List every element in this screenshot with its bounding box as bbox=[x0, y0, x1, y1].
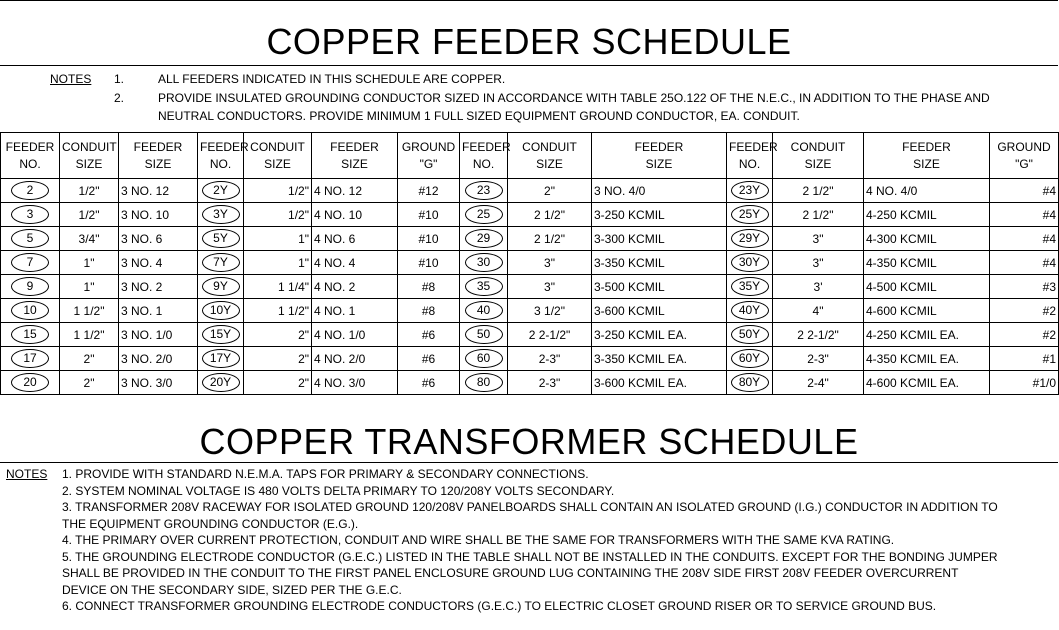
feeder-tag: 10 bbox=[11, 301, 49, 320]
table-cell: 2 1/2" bbox=[773, 203, 864, 227]
table-cell: 3 NO. 12 bbox=[119, 179, 198, 203]
table-cell: 4-350 KCMIL EA. bbox=[864, 347, 990, 371]
table-row bbox=[1, 347, 1059, 371]
column-header-line: NO. bbox=[472, 156, 495, 171]
feeder-tag: 40Y bbox=[731, 301, 769, 320]
column-header-line: NO. bbox=[209, 156, 232, 171]
feeder-number-cell bbox=[1, 179, 60, 203]
column-header bbox=[1, 133, 60, 179]
table-cell: 4-350 KCMIL bbox=[864, 251, 990, 275]
table-cell: #6 bbox=[398, 323, 460, 347]
column-header-line: GROUND bbox=[401, 139, 456, 154]
feeder-tag: 29 bbox=[465, 229, 503, 248]
column-header bbox=[312, 133, 398, 179]
table-cell: 2 2-1/2" bbox=[508, 323, 592, 347]
column-header-line: FEEDER bbox=[330, 139, 379, 154]
feeder-tag: 50Y bbox=[731, 325, 769, 344]
feeder-note-2-number: 2. bbox=[114, 91, 125, 105]
feeder-number-cell bbox=[1, 227, 60, 251]
column-header-line: GROUND bbox=[997, 139, 1051, 154]
feeder-tag: 3Y bbox=[202, 205, 240, 224]
column-header bbox=[864, 133, 990, 179]
feeder-number-cell bbox=[198, 299, 244, 323]
column-header-line: SIZE bbox=[264, 156, 291, 171]
table-cell: 1 1/2" bbox=[60, 323, 119, 347]
table-cell: 4 NO. 10 bbox=[312, 203, 398, 227]
column-header bbox=[398, 133, 460, 179]
transformer-note-line: 2. SYSTEM NOMINAL VOLTAGE IS 480 VOLTS DELTA PRIMARY TO 120/208Y VOLTS SECONDARY. bbox=[62, 483, 615, 498]
column-header-line: NO. bbox=[738, 156, 761, 171]
table-cell: 3/4" bbox=[60, 227, 119, 251]
table-cell: 1" bbox=[60, 275, 119, 299]
column-header-line: CONDUIT bbox=[522, 139, 577, 154]
table-cell: 1/2" bbox=[60, 179, 119, 203]
table-cell: 1/2" bbox=[244, 179, 312, 203]
table-cell: 1" bbox=[60, 251, 119, 275]
table-cell: 3-300 KCMIL bbox=[592, 227, 727, 251]
table-cell: 2 1/2" bbox=[508, 227, 592, 251]
table-cell: 4 NO. 2/0 bbox=[312, 347, 398, 371]
table-cell: 3 NO. 6 bbox=[119, 227, 198, 251]
table-cell: 2" bbox=[60, 347, 119, 371]
column-header-line: FEEDER bbox=[729, 139, 778, 154]
column-header-line: FEEDER bbox=[462, 139, 511, 154]
transformer-note-line: 4. THE PRIMARY OVER CURRENT PROTECTION, CONDUIT AND WIRE SHALL BE THE SAME FOR TRANSFORMERS WITH THE SAME KVA RATING. bbox=[62, 533, 895, 547]
column-header-line: FEEDER bbox=[902, 139, 951, 154]
column-header-line: FEEDER bbox=[634, 139, 684, 154]
column-header-line: SIZE bbox=[75, 156, 103, 171]
table-body bbox=[1, 179, 1059, 395]
feeder-tag: 80 bbox=[465, 373, 503, 392]
table-cell: #1/0 bbox=[990, 371, 1059, 395]
table-cell: 2" bbox=[244, 371, 312, 395]
table-cell: 2 1/2" bbox=[773, 179, 864, 203]
column-header-line: SIZE bbox=[536, 156, 563, 171]
table-cell: 1/2" bbox=[60, 203, 119, 227]
column-header bbox=[727, 133, 778, 179]
column-header-line: "G" bbox=[419, 156, 438, 171]
feeder-number-cell bbox=[460, 299, 508, 323]
column-header bbox=[119, 133, 198, 179]
transformer-note-line: THE EQUIPMENT GROUNDING CONDUCTOR (E.G.). bbox=[62, 516, 359, 531]
feeder-tag: 17Y bbox=[202, 349, 240, 368]
feeder-note-2-line-1: PROVIDE INSULATED GROUNDING CONDUCTOR SIZED IN ACCORDANCE WITH TABLE 25O.122 OF THE N.E.C., IN ADDITION TO THE PHASE AND bbox=[158, 91, 990, 105]
table-cell: #4 bbox=[990, 179, 1059, 203]
feeder-tag: 2 bbox=[11, 181, 49, 200]
feeder-number-cell bbox=[1, 203, 60, 227]
transformer-note-line: 1. PROVIDE WITH STANDARD N.E.M.A. TAPS FOR PRIMARY & SECONDARY CONNECTIONS. bbox=[62, 467, 589, 481]
feeder-note-1-text: ALL FEEDERS INDICATED IN THIS SCHEDULE ARE COPPER. bbox=[158, 72, 506, 86]
table-cell: 4 NO. 3/0 bbox=[312, 371, 398, 395]
table-row bbox=[1, 275, 1059, 299]
feeder-tag: 20 bbox=[11, 373, 49, 392]
table-cell: 3" bbox=[773, 227, 864, 251]
table-cell: 4 NO. 6 bbox=[312, 227, 398, 251]
feeder-number-cell bbox=[198, 227, 244, 251]
table-cell: #10 bbox=[398, 251, 460, 275]
table-cell: 3 NO. 1 bbox=[119, 299, 198, 323]
table-cell: 3-500 KCMIL bbox=[592, 275, 727, 299]
feeder-tag: 60 bbox=[465, 349, 503, 368]
table-cell: 4 NO. 1/0 bbox=[312, 323, 398, 347]
feeder-number-cell bbox=[727, 347, 773, 371]
feeder-number-cell bbox=[727, 323, 773, 347]
table-row bbox=[1, 203, 1059, 227]
table-cell: 3-350 KCMIL EA. bbox=[592, 347, 727, 371]
table-cell: #4 bbox=[990, 251, 1059, 275]
column-header bbox=[460, 133, 511, 179]
column-header-line: SIZE bbox=[645, 156, 673, 171]
feeder-tag: 23 bbox=[465, 181, 503, 200]
table-cell: #4 bbox=[990, 203, 1059, 227]
table-cell: 3 NO. 4/0 bbox=[592, 179, 727, 203]
column-header-line: CONDUIT bbox=[62, 139, 117, 154]
column-header-line: CONDUIT bbox=[790, 139, 846, 154]
feeder-tag: 30Y bbox=[731, 253, 769, 272]
table-cell: 2 2-1/2" bbox=[773, 323, 864, 347]
column-header-line: FEEDER bbox=[133, 139, 183, 154]
feeder-tag: 60Y bbox=[731, 349, 769, 368]
top-border bbox=[0, 0, 1058, 1]
column-header bbox=[60, 133, 119, 179]
feeder-tag: 80Y bbox=[731, 373, 769, 392]
transformer-note-line: SHALL BE PROVIDED IN THE CONDUIT TO THE FIRST PANEL ENCLOSURE GROUND LUG CONTAINING THE 208V SIDE FIRST 208V FEEDER OVERCURRENT bbox=[62, 566, 959, 580]
transformer-note-line: DEVICE ON THE SECONDARY SIDE, SIZED PER THE G.E.C. bbox=[62, 582, 402, 597]
table-cell: 2" bbox=[508, 179, 592, 203]
table-cell: 3' bbox=[773, 275, 864, 299]
column-header bbox=[508, 133, 592, 179]
feeder-number-cell bbox=[460, 203, 508, 227]
table-cell: 2" bbox=[244, 347, 312, 371]
table-cell: 4 NO. 4/0 bbox=[864, 179, 990, 203]
table-cell: 3-350 KCMIL bbox=[592, 251, 727, 275]
table-cell: 3-600 KCMIL EA. bbox=[592, 371, 727, 395]
feeder-number-cell bbox=[727, 371, 773, 395]
feeder-tag: 25 bbox=[465, 205, 503, 224]
table-cell: 4-250 KCMIL EA. bbox=[864, 323, 990, 347]
feeder-tag: 50 bbox=[465, 325, 503, 344]
table-cell: 1 1/2" bbox=[60, 299, 119, 323]
table-cell: 4-600 KCMIL bbox=[864, 299, 990, 323]
table-cell: #3 bbox=[990, 275, 1059, 299]
feeder-number-cell bbox=[198, 203, 244, 227]
table-cell: #2 bbox=[990, 299, 1059, 323]
column-header bbox=[244, 133, 312, 179]
feeder-number-cell bbox=[1, 323, 60, 347]
column-header-line: CONDUIT bbox=[250, 139, 305, 154]
table-cell: 2-3" bbox=[773, 347, 864, 371]
feeder-number-cell bbox=[460, 227, 508, 251]
feeder-number-cell bbox=[198, 251, 244, 275]
feeder-note-1-number: 1. bbox=[114, 72, 125, 86]
table-cell: 1" bbox=[244, 227, 312, 251]
feeder-tag: 15 bbox=[11, 325, 49, 344]
table-cell: #4 bbox=[990, 227, 1059, 251]
table-cell: #6 bbox=[398, 371, 460, 395]
feeder-number-cell bbox=[727, 227, 773, 251]
transformer-note-line: 5. THE GROUNDING ELECTRODE CONDUCTOR (G.E.C.) LISTED IN THE TABLE SHALL NOT BE INSTALLED IN THE CONDUITS. EXCEPT FOR THE BONDING JUMPER bbox=[62, 549, 998, 564]
feeder-number-cell bbox=[727, 251, 773, 275]
column-header-line: SIZE bbox=[144, 156, 172, 171]
feeder-schedule-table bbox=[0, 132, 1059, 395]
table-cell: 2-3" bbox=[508, 347, 592, 371]
table-cell: 4 NO. 2 bbox=[312, 275, 398, 299]
feeder-tag: 20Y bbox=[202, 373, 240, 392]
feeder-tag: 7Y bbox=[202, 253, 240, 272]
feeder-tag: 5Y bbox=[202, 229, 240, 248]
feeder-tag: 35Y bbox=[731, 277, 769, 296]
table-cell: 1 1/2" bbox=[244, 299, 312, 323]
feeder-number-cell bbox=[460, 371, 508, 395]
table-cell: 4-300 KCMIL bbox=[864, 227, 990, 251]
table-cell: 3 NO. 2 bbox=[119, 275, 198, 299]
table-cell: #8 bbox=[398, 299, 460, 323]
feeder-tag: 23Y bbox=[731, 181, 769, 200]
table-cell: 3" bbox=[508, 275, 592, 299]
feeder-number-cell bbox=[198, 347, 244, 371]
table-cell: 4-250 KCMIL bbox=[864, 203, 990, 227]
table-cell: 3" bbox=[773, 251, 864, 275]
feeder-number-cell bbox=[727, 299, 773, 323]
feeder-number-cell bbox=[1, 299, 60, 323]
table-cell: 3 NO. 3/0 bbox=[119, 371, 198, 395]
table-cell: #10 bbox=[398, 227, 460, 251]
table-cell: #10 bbox=[398, 203, 460, 227]
column-header bbox=[592, 133, 727, 179]
table-header-row bbox=[1, 133, 1059, 179]
column-header bbox=[198, 133, 249, 179]
table-cell: 3 NO. 2/0 bbox=[119, 347, 198, 371]
table-cell: 1" bbox=[244, 251, 312, 275]
feeder-tag: 25Y bbox=[731, 205, 769, 224]
feeder-number-cell bbox=[1, 251, 60, 275]
feeder-tag: 7 bbox=[11, 253, 49, 272]
column-header bbox=[773, 133, 864, 179]
table-row bbox=[1, 251, 1059, 275]
feeder-number-cell bbox=[460, 347, 508, 371]
table-cell: #12 bbox=[398, 179, 460, 203]
table-cell: 4-500 KCMIL bbox=[864, 275, 990, 299]
table-cell: #2 bbox=[990, 323, 1059, 347]
table-cell: #6 bbox=[398, 347, 460, 371]
table-cell: #1 bbox=[990, 347, 1059, 371]
table-row bbox=[1, 323, 1059, 347]
table-cell: 4" bbox=[773, 299, 864, 323]
feeder-note-2-line-2: NEUTRAL CONDUCTORS. PROVIDE MINIMUM 1 FULL SIZED EQUIPMENT GROUND CONDUCTOR, EA. CONDUIT. bbox=[158, 109, 800, 123]
table-cell: 3 NO. 10 bbox=[119, 203, 198, 227]
transformer-title-divider bbox=[0, 462, 1058, 463]
table-row bbox=[1, 299, 1059, 323]
feeder-schedule-title: COPPER FEEDER SCHEDULE bbox=[266, 21, 792, 62]
table-cell: 4 NO. 4 bbox=[312, 251, 398, 275]
column-header-line: "G" bbox=[1015, 156, 1033, 171]
table-cell: 2" bbox=[244, 323, 312, 347]
feeder-number-cell bbox=[727, 203, 773, 227]
column-header-line: SIZE bbox=[341, 156, 368, 171]
table-cell: 3-250 KCMIL bbox=[592, 203, 727, 227]
feeder-tag: 2Y bbox=[202, 181, 240, 200]
table-cell: 1/2" bbox=[244, 203, 312, 227]
feeder-number-cell bbox=[198, 179, 244, 203]
column-header bbox=[990, 133, 1059, 179]
table-cell: 3-600 KCMIL bbox=[592, 299, 727, 323]
feeder-tag: 15Y bbox=[202, 325, 240, 344]
table-row bbox=[1, 179, 1059, 203]
table-cell: 2" bbox=[60, 371, 119, 395]
table-row bbox=[1, 371, 1059, 395]
feeder-number-cell bbox=[460, 251, 508, 275]
table-cell: 3 NO. 4 bbox=[119, 251, 198, 275]
feeder-notes-label: NOTES bbox=[50, 72, 92, 86]
table-row bbox=[1, 227, 1059, 251]
feeder-tag: 9Y bbox=[202, 277, 240, 296]
feeder-number-cell bbox=[1, 347, 60, 371]
title-divider bbox=[0, 65, 1058, 66]
feeder-tag: 40 bbox=[465, 301, 503, 320]
feeder-number-cell bbox=[460, 179, 508, 203]
feeder-number-cell bbox=[198, 275, 244, 299]
feeder-tag: 3 bbox=[11, 205, 49, 224]
feeder-tag: 10Y bbox=[202, 301, 240, 320]
feeder-number-cell bbox=[460, 323, 508, 347]
table-cell: 2-4" bbox=[773, 371, 864, 395]
feeder-number-cell bbox=[727, 179, 773, 203]
table-cell: 4-600 KCMIL EA. bbox=[864, 371, 990, 395]
feeder-number-cell bbox=[198, 371, 244, 395]
table-cell: 2-3" bbox=[508, 371, 592, 395]
feeder-number-cell bbox=[460, 275, 508, 299]
table-cell: 1 1/4" bbox=[244, 275, 312, 299]
column-header-line: NO. bbox=[19, 156, 41, 171]
transformer-notes-label: NOTES bbox=[6, 467, 48, 481]
column-header-line: SIZE bbox=[804, 156, 832, 171]
feeder-number-cell bbox=[1, 275, 60, 299]
table-cell: 3-250 KCMIL EA. bbox=[592, 323, 727, 347]
feeder-tag: 17 bbox=[11, 349, 49, 368]
table-cell: 4 NO. 1 bbox=[312, 299, 398, 323]
column-header-line: FEEDER bbox=[200, 139, 249, 154]
feeder-tag: 35 bbox=[465, 277, 503, 296]
feeder-number-cell bbox=[1, 371, 60, 395]
feeder-tag: 5 bbox=[11, 229, 49, 248]
feeder-tag: 9 bbox=[11, 277, 49, 296]
transformer-schedule-title: COPPER TRANSFORMER SCHEDULE bbox=[199, 421, 859, 462]
table-cell: 2 1/2" bbox=[508, 203, 592, 227]
column-header-line: SIZE bbox=[913, 156, 940, 171]
table-cell: #8 bbox=[398, 275, 460, 299]
feeder-tag: 30 bbox=[465, 253, 503, 272]
table-cell: 4 NO. 12 bbox=[312, 179, 398, 203]
feeder-number-cell bbox=[727, 275, 773, 299]
feeder-number-cell bbox=[198, 323, 244, 347]
column-header-line: FEEDER bbox=[5, 139, 55, 154]
feeder-tag: 29Y bbox=[731, 229, 769, 248]
table-cell: 3 NO. 1/0 bbox=[119, 323, 198, 347]
table-cell: 3 1/2" bbox=[508, 299, 592, 323]
transformer-note-line: 3. TRANSFORMER 208V RACEWAY FOR ISOLATED GROUND 120/208V PANELBOARDS SHALL CONTAIN AN ISOLATED GROUND (I.G.) CONDUCTOR IN ADDITION TO bbox=[62, 500, 998, 514]
transformer-note-line: 6. CONNECT TRANSFORMER GROUNDING ELECTRODE CONDUCTORS (G.E.C.) TO ELECTRIC CLOSET GROUND RISER OR TO SERVICE GROUND BUS. bbox=[62, 599, 937, 613]
table-cell: 3" bbox=[508, 251, 592, 275]
